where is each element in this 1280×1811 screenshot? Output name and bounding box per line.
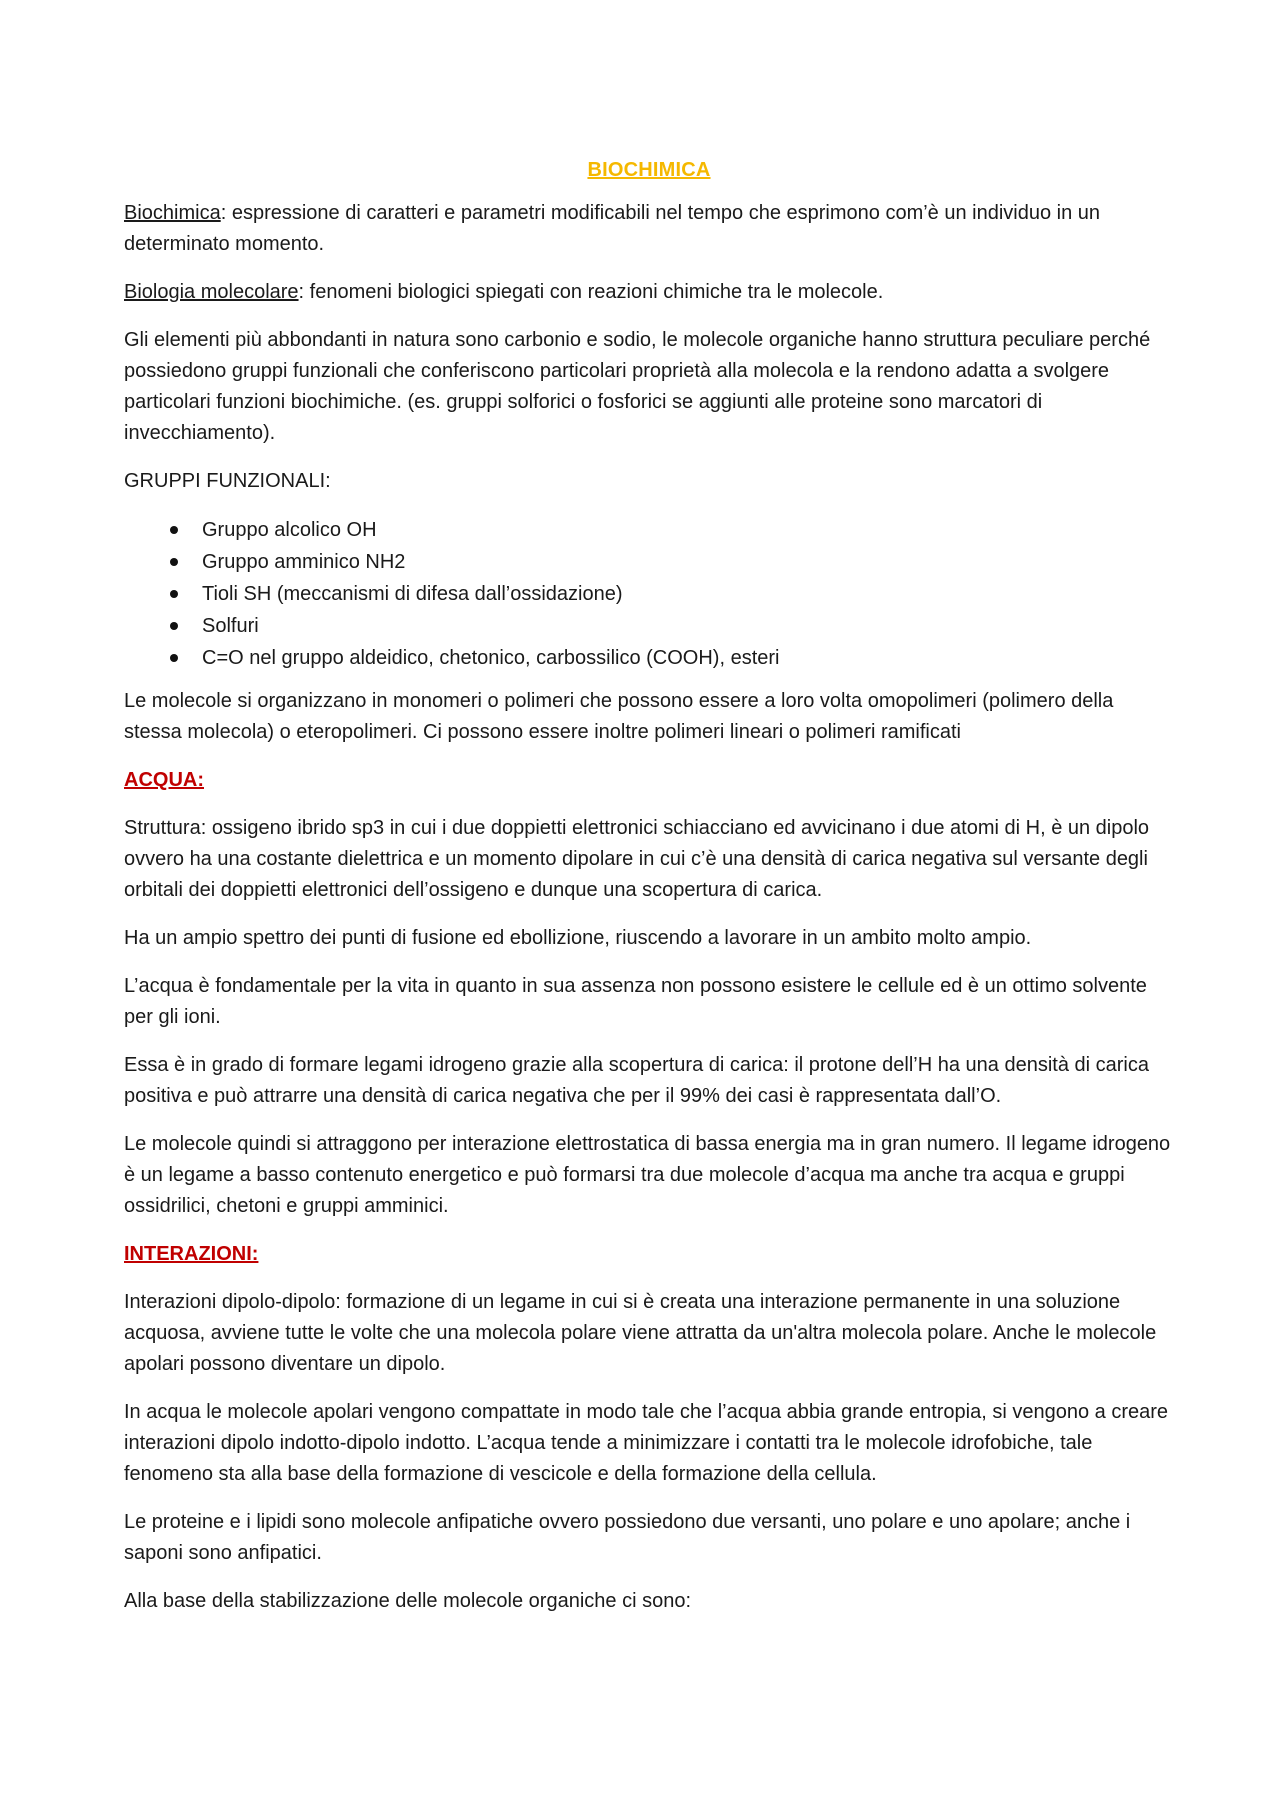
- document-body: [124, 155, 1174, 1634]
- interazioni-paragraph: Alla base della stabilizzazione delle molecole organiche ci sono:: [124, 1590, 692, 1612]
- term-biochimica: Biochimica: [124, 202, 221, 224]
- list-item-text: Gruppo amminico NH2: [202, 551, 406, 573]
- interazioni-paragraph: Interazioni dipolo-dipolo: formazione di un legame in cui si è creata una interazione permanente in una soluzione acquosa, avviene tutte le volte che una molecola polare viene attratta da un'altra molecola polare. Anche le molecole apolari possono diventare un dipolo.: [124, 1291, 1157, 1375]
- document-title: BIOCHIMICA: [587, 159, 711, 181]
- definition-text: : fenomeni biologici spiegati con reazioni chimiche tra le molecole.: [298, 281, 884, 303]
- definition-biochimica: [124, 198, 1174, 260]
- list-item: [170, 514, 1174, 546]
- list-item: [170, 578, 1174, 610]
- functional-groups-heading: GRUPPI FUNZIONALI:: [124, 470, 331, 492]
- interazioni-paragraph: In acqua le molecole apolari vengono compattate in modo tale che l’acqua abbia grande entropia, si vengono a creare interazioni dipolo indotto-dipolo indotto. L’acqua tende a minimizzare i contatti tra le molecole idrofobiche, tale fenomeno sta alla base della formazione di vescicole e della formazione della cellula.: [124, 1401, 1169, 1485]
- paragraph-polimeri: Le molecole si organizzano in monomeri o polimeri che possono essere a loro volta omopolimeri (polimero della stessa molecola) o eteropolimeri. Ci possono essere inoltre polimeri lineari o polimeri ramificati: [124, 690, 1114, 743]
- definition-text: : espressione di caratteri e parametri modificabili nel tempo che esprimono com’è un individuo in un determinato momento.: [124, 202, 1101, 255]
- list-item-text: Gruppo alcolico OH: [202, 519, 377, 541]
- list-item: [170, 546, 1174, 578]
- list-item-text: Solfuri: [202, 615, 259, 637]
- acqua-paragraph: Le molecole quindi si attraggono per interazione elettrostatica di bassa energia ma in gran numero. Il legame idrogeno è un legame a basso contenuto energetico e può formarsi tra due molecole d’acqua ma anche tra acqua e gruppi ossidrilici, chetoni e gruppi amminici.: [124, 1133, 1171, 1217]
- acqua-paragraph: L’acqua è fondamentale per la vita in quanto in sua assenza non possono esistere le cellule ed è un ottimo solvente per gli ioni.: [124, 975, 1147, 1028]
- acqua-paragraph: Struttura: ossigeno ibrido sp3 in cui i due doppietti elettronici schiacciano ed avvicinano i due atomi di H, è un dipolo ovvero ha una costante dielettrica e un momento dipolare in cui c’è una densità di carica negativa sul versante degli orbitali dei doppietti elettronici dell’ossigeno e dunque una scopertura di carica.: [124, 817, 1150, 901]
- section-heading-interazioni: INTERAZIONI:: [124, 1243, 259, 1265]
- list-item-text: Tioli SH (meccanismi di difesa dall’ossidazione): [202, 583, 623, 605]
- definition-biologia-molecolare: [124, 277, 1174, 308]
- acqua-paragraph: Essa è in grado di formare legami idrogeno grazie alla scopertura di carica: il protone dell’H ha una densità di carica positiva e può attrarre una densità di carica negativa che per il 99% dei casi è rappresentata dall’O.: [124, 1054, 1149, 1107]
- term-biologia-molecolare: Biologia molecolare: [124, 281, 299, 303]
- section-heading-acqua: ACQUA:: [124, 769, 204, 791]
- bullet-icon: [170, 526, 178, 534]
- bullet-icon: [170, 590, 178, 598]
- interazioni-paragraph: Le proteine e i lipidi sono molecole anfipatiche ovvero possiedono due versanti, uno polare e uno apolare; anche i saponi sono anfipatici.: [124, 1511, 1131, 1564]
- list-item-text: C=O nel gruppo aldeidico, chetonico, carbossilico (COOH), esteri: [202, 647, 780, 669]
- list-item: [170, 610, 1174, 642]
- bullet-icon: [170, 558, 178, 566]
- list-item: [170, 642, 1174, 674]
- bullet-icon: [170, 654, 178, 662]
- functional-groups-list: [124, 514, 1174, 674]
- bullet-icon: [170, 622, 178, 630]
- paragraph-elementi: Gli elementi più abbondanti in natura sono carbonio e sodio, le molecole organiche hanno struttura peculiare perché possiedono gruppi funzionali che conferiscono particolari proprietà alla molecola e la rendono adatta a svolgere particolari funzioni biochimiche. (es. gruppi solforici o fosforici se aggiunti alle proteine sono marcatori di invecchiamento).: [124, 329, 1151, 444]
- acqua-paragraph: Ha un ampio spettro dei punti di fusione ed ebollizione, riuscendo a lavorare in un ambito molto ampio.: [124, 927, 1032, 949]
